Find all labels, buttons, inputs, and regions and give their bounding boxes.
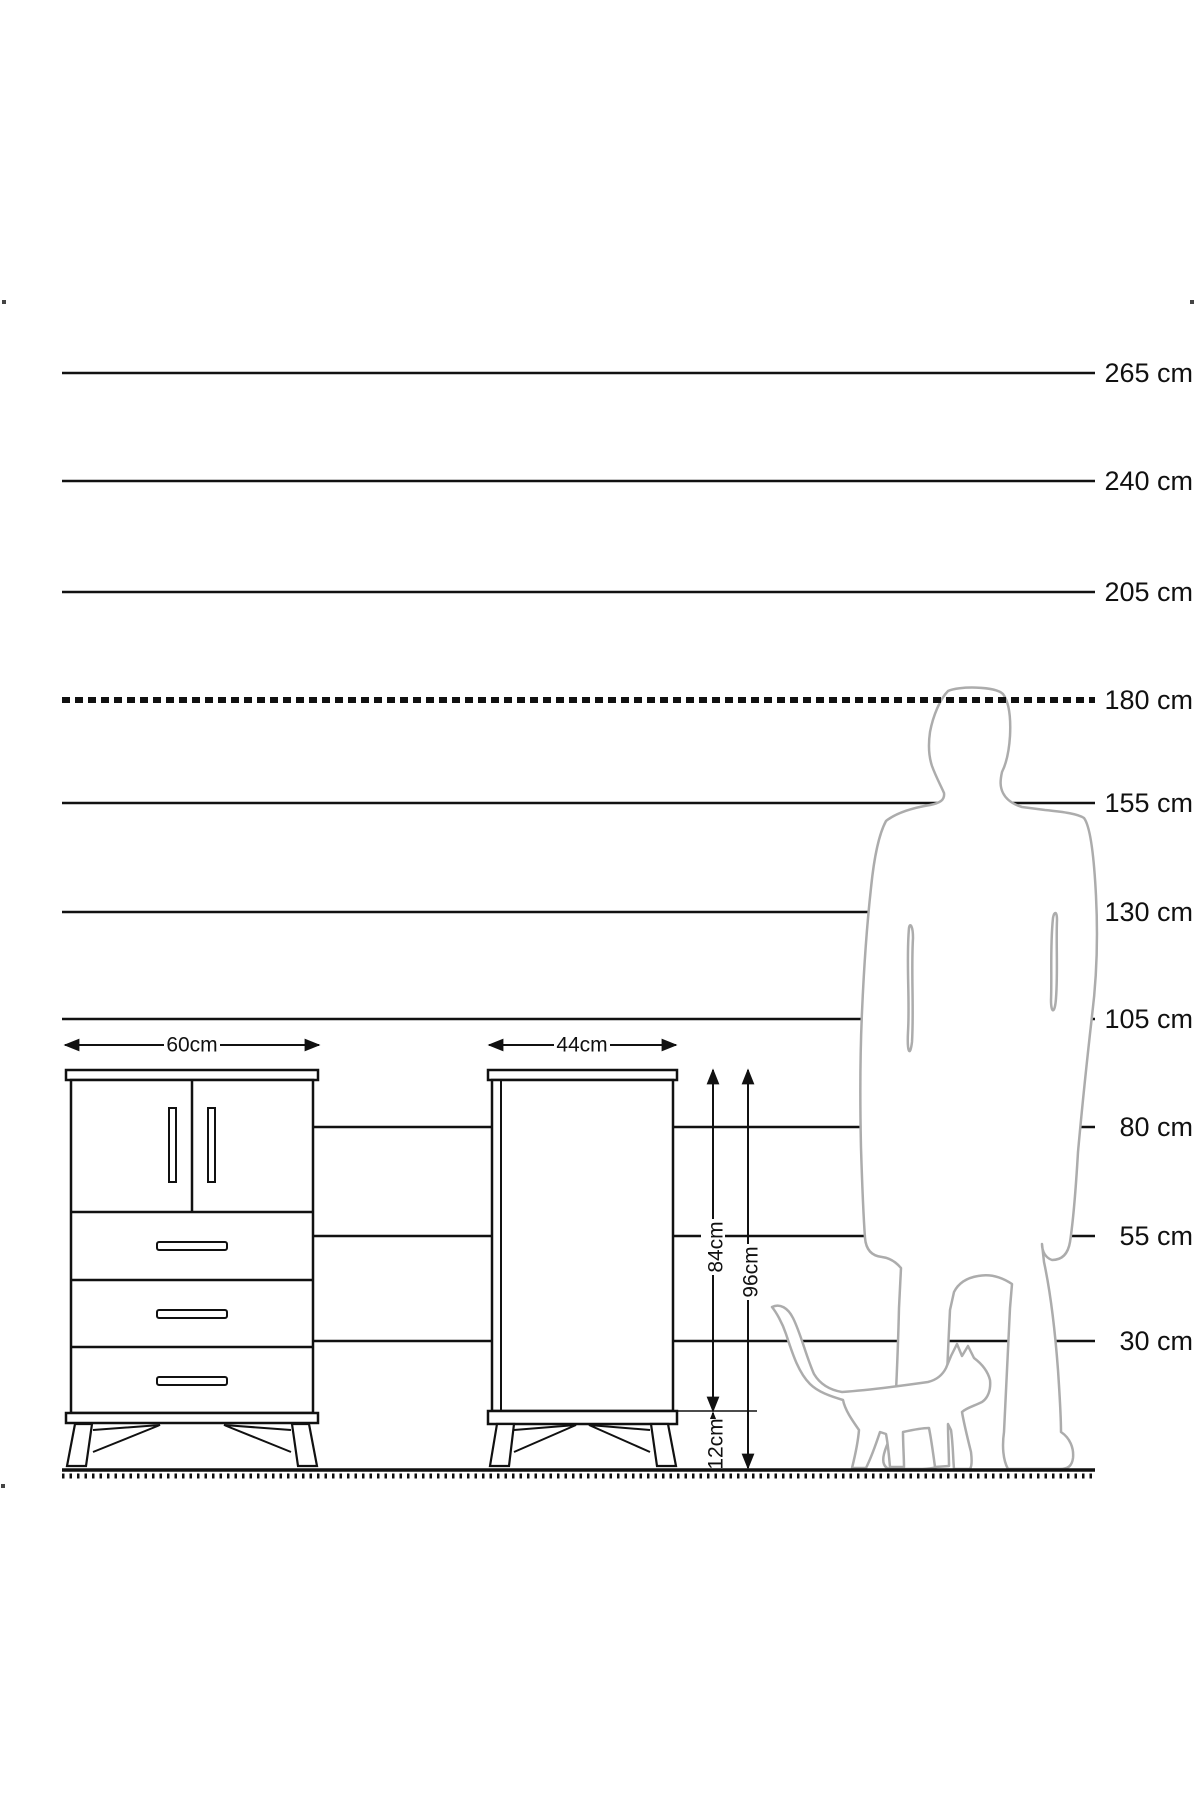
side-leg-right	[651, 1424, 676, 1466]
man-outline	[860, 688, 1097, 1469]
man-left-arm-gap	[908, 925, 913, 1051]
height-label-130: 130 cm	[1104, 897, 1193, 927]
front-door-handle-left	[169, 1108, 176, 1182]
ground-line	[62, 1470, 1095, 1476]
side-body	[492, 1080, 673, 1411]
height-label-55: 55 cm	[1119, 1221, 1193, 1251]
height-label-80: 80 cm	[1119, 1112, 1193, 1142]
height-label-240: 240 cm	[1104, 466, 1193, 496]
front-drawer-handle-3	[157, 1377, 227, 1385]
front-drawer-handle-2	[157, 1310, 227, 1318]
height-label-105: 105 cm	[1104, 1004, 1193, 1034]
side-width-label: 44cm	[556, 1033, 608, 1057]
side-leg-left-brace	[514, 1425, 576, 1452]
front-drawer-handle-1	[157, 1242, 227, 1250]
total-height-label: 96cm	[739, 1246, 763, 1298]
side-leg-right-brace	[589, 1425, 650, 1452]
front-apron	[66, 1413, 318, 1423]
cabinet-front-view	[65, 1032, 319, 1466]
side-apron	[488, 1411, 677, 1424]
side-top-panel	[488, 1070, 677, 1080]
front-leg-right	[292, 1424, 317, 1466]
height-scale-labels	[1104, 358, 1193, 1356]
leg-height-label: 12cm	[704, 1418, 728, 1470]
front-top-panel	[66, 1070, 318, 1080]
man-silhouette	[860, 688, 1097, 1469]
cat-silhouette	[772, 1306, 990, 1469]
front-leg-left-brace	[93, 1425, 160, 1452]
height-label-205: 205 cm	[1104, 577, 1193, 607]
front-width-label: 60cm	[166, 1033, 218, 1057]
artifact-speck-top-right	[1190, 300, 1194, 304]
height-label-265: 265 cm	[1104, 358, 1193, 388]
height-label-30: 30 cm	[1119, 1326, 1193, 1356]
artifact-speck-top-left	[2, 300, 6, 304]
man-right-arm-gap	[1051, 913, 1057, 1010]
artifact-speck-bottom-left	[1, 1484, 5, 1488]
front-leg-left	[67, 1424, 92, 1466]
front-door-handle-right	[208, 1108, 215, 1182]
height-label-155: 155 cm	[1104, 788, 1193, 818]
side-leg-left	[490, 1424, 514, 1466]
front-leg-right-brace	[224, 1425, 291, 1452]
height-label-180: 180 cm	[1104, 685, 1193, 715]
body-height-label: 84cm	[704, 1221, 728, 1273]
cat-outline	[772, 1306, 990, 1469]
